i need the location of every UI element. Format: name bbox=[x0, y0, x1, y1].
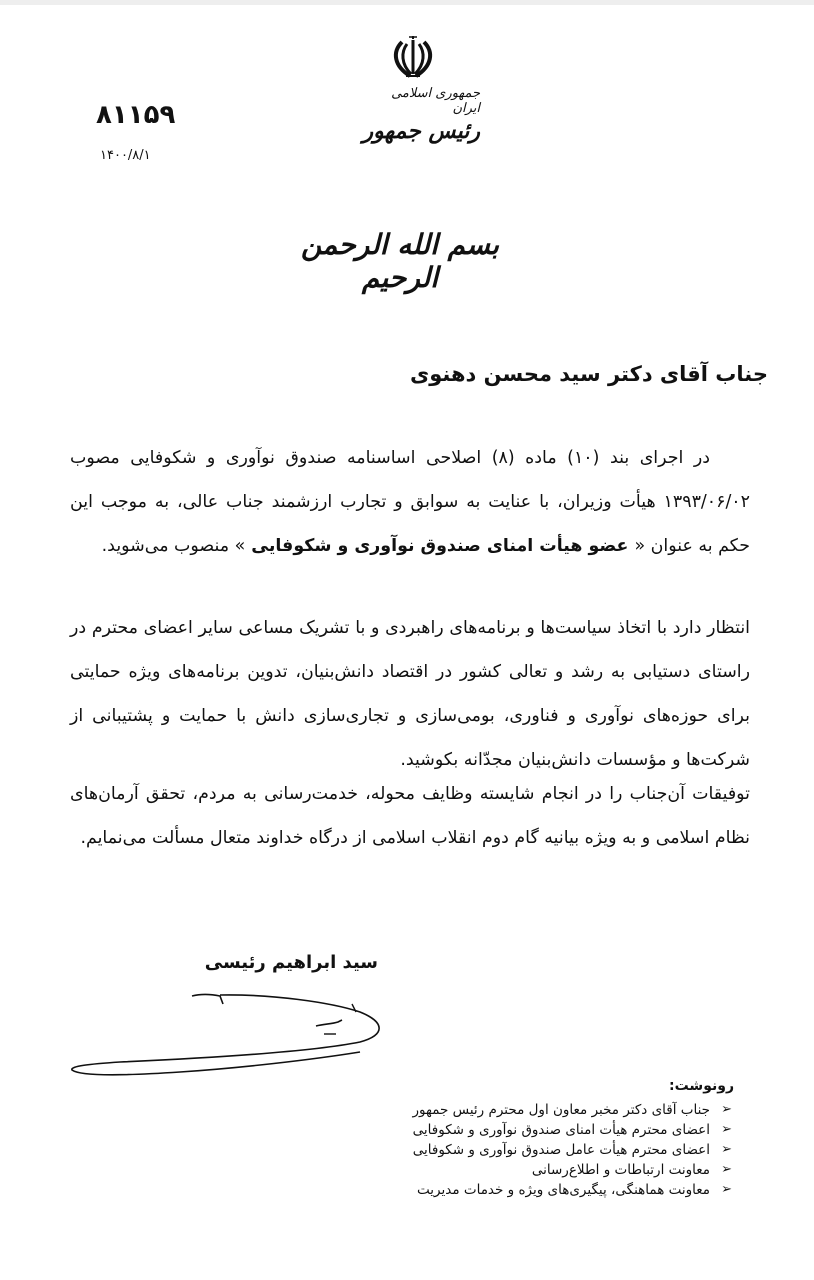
recipient-name: جناب آقای دکتر سید محسن دهنوی bbox=[409, 362, 768, 386]
body-paragraph-3: توفیقات آن‌جناب را در انجام شایسته وظایف محوله، خدمت‌رسانی به مردم، تحقق آرمان‌های نظام اسلامی و به ویژه بیانیه گام دوم انقلاب اسلامی از درگاه خداوند متعال مسألت می‌نمایم. bbox=[70, 784, 750, 848]
cc-item bbox=[352, 1180, 732, 1200]
reference-date: ۱۴۰۰/۸/۱ bbox=[100, 148, 151, 163]
arrow-bullet-icon: ➢ bbox=[721, 1102, 732, 1117]
cc-item bbox=[352, 1120, 732, 1140]
cc-item bbox=[352, 1160, 732, 1180]
iran-emblem-icon bbox=[388, 30, 438, 80]
cc-list bbox=[352, 1100, 732, 1200]
cc-item-text: معاونت هماهنگی، پیگیری‌های ویژه و خدمات مدیریت bbox=[417, 1182, 710, 1198]
arrow-bullet-icon: ➢ bbox=[721, 1142, 732, 1157]
cc-item-text: معاونت ارتباطات و اطلاع‌رسانی bbox=[531, 1162, 710, 1178]
p1-text-end: » منصوب می‌شوید. bbox=[101, 536, 246, 556]
p1-text-start: در اجرای بند (۱۰) ماده (۸) اصلاحی اساسنامه صندوق نوآوری و شکوفایی مصوب ۱۳۹۳/۰۶/۰۲ هیأت وزیران، با عنایت به سوابق و تجارب ارزشمند جناب عالی، به موجب این حکم به عنوان « bbox=[70, 448, 750, 556]
office-title: رئیس جمهور bbox=[362, 118, 480, 144]
reference-number: ۸۱۱۵۹ bbox=[96, 100, 176, 130]
cc-title: رونوشت: bbox=[669, 1078, 734, 1094]
cc-item-text: اعضای محترم هیأت امنای صندوق نوآوری و شکوفایی bbox=[412, 1122, 710, 1138]
cc-item bbox=[352, 1100, 732, 1120]
signatory-name: سید ابراهیم رئیسی bbox=[204, 952, 378, 973]
bismillah-calligraphy: بسم الله الرحمن الرحیم bbox=[300, 228, 500, 294]
page-top-band bbox=[0, 0, 814, 5]
arrow-bullet-icon: ➢ bbox=[721, 1162, 732, 1177]
body-paragraph-2: انتظار دارد با اتخاذ سیاست‌ها و برنامه‌های راهبردی و با تشریک مساعی سایر اعضای محترم در راستای دستیابی به رشد و تعالی کشور در اقتصاد دانش‌بنیان، تدوین برنامه‌های ویژه حمایتی برای حوزه‌های نوآوری و فناوری، بومی‌سازی و تجاری‌سازی دانش با حمایت و پشتیبانی از شرکت‌ها و مؤسسات دانش‌بنیان مجدّانه بکوشید. bbox=[70, 618, 750, 770]
body-paragraph-1 bbox=[70, 436, 750, 568]
country-name: جمهوری اسلامی ایران bbox=[391, 86, 480, 116]
handwritten-signature bbox=[60, 990, 390, 1080]
cc-item-text: جناب آقای دکتر مخبر معاون اول محترم رئیس جمهور bbox=[412, 1102, 710, 1118]
p1-position-title: عضو هیأت امنای صندوق نوآوری و شکوفایی bbox=[245, 536, 635, 556]
arrow-bullet-icon: ➢ bbox=[721, 1122, 732, 1137]
cc-item bbox=[352, 1140, 732, 1160]
cc-item-text: اعضای محترم هیأت عامل صندوق نوآوری و شکوفایی bbox=[412, 1142, 710, 1158]
arrow-bullet-icon: ➢ bbox=[721, 1182, 732, 1197]
